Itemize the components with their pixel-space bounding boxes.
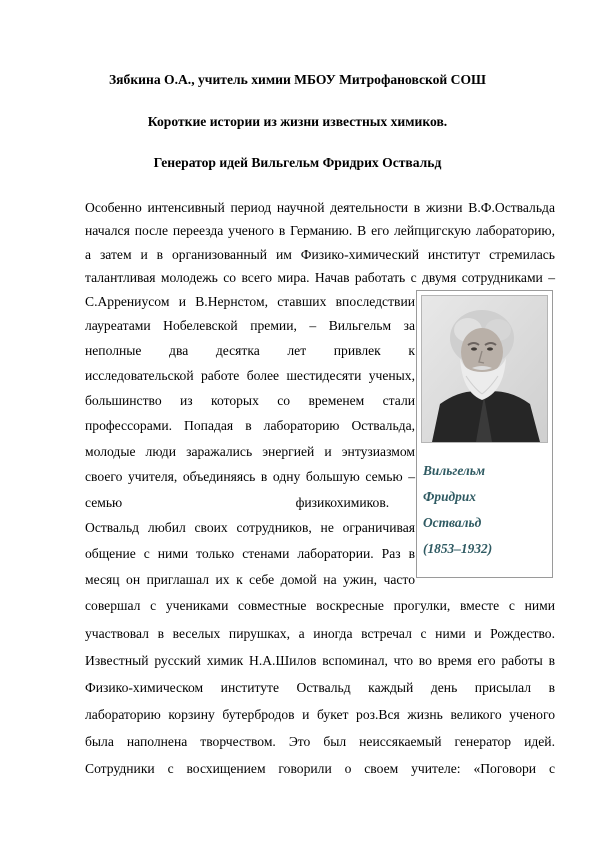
caption-middle-name: Фридрих (423, 489, 477, 504)
wrap-line: Оствальд любил своих сотрудников, не ограничивая (85, 520, 415, 535)
body-line: совершал с учениками совместные воскресные прогулки, вместе с ними (85, 598, 555, 613)
wrap-line: лауреатами Нобелевской премии, – Вильгельм за (85, 318, 415, 333)
wrap-line: большинство из которых со временем стали (85, 393, 415, 408)
wrap-line: месяц он приглашал их к себе домой на ужин, часто (85, 572, 415, 587)
body-line: начался после переезда ученого в Германию. В его лейпцигскую лабораторию, (85, 223, 555, 238)
wrap-line: своего учителя, объединяясь в одну большую семью – (85, 469, 415, 484)
body-line: лабораторию корзину бутербродов и букет роз.Вся жизнь великого ученого (85, 707, 555, 722)
wrap-line: общение с ними только стенами лаборатории. Раз в (85, 546, 415, 561)
portrait-figure (416, 290, 553, 578)
caption-first-name: Вильгельм (423, 463, 486, 478)
wrap-line: семью физикохимиков. (85, 495, 390, 510)
body-line: Известный русский химик Н.А.Шилов вспоминал, что во время его работы в (85, 653, 555, 668)
body-line: Сотрудники с восхищением говорили о своем учителе: «Поговори с (85, 761, 555, 776)
body-line: а затем и в организованный им Физико-химический институт стремилась (85, 247, 555, 262)
wrap-line: неполные два десятка лет привлек к (85, 343, 415, 358)
caption-last-name: Оствальд (423, 515, 482, 530)
wrap-line: молодые люди заражались энергией и энтузиазмом (85, 444, 415, 459)
series-title: Короткие истории из жизни известных химиков. (147, 114, 448, 129)
body-line: Особенно интенсивный период научной деятельности в жизни В.Ф.Оствальда (85, 200, 555, 215)
body-line: Физико-химическом институте Оствальд каждый день присылал в (85, 680, 555, 695)
author-line: Зябкина О.А., учитель химии МБОУ Митрофановской СОШ (109, 72, 486, 87)
portrait-photo (421, 295, 548, 443)
body-line: участвовал в веселых пирушках, а иногда встречал с ними и Рождество. (85, 626, 555, 641)
caption-years: (1853–1932) (423, 541, 493, 556)
body-line: была наполнена творчеством. Это был неиссякаемый генератор идей. (85, 734, 555, 749)
wrap-line: исследовательской работе более шестидесяти ученых, (85, 368, 415, 383)
body-line: талантливая молодежь со всего мира. Начав работать с двумя сотрудниками – (85, 270, 555, 285)
wrap-line: С.Аррениусом и В.Нернстом, ставших впоследствии (85, 294, 415, 309)
wrap-line: профессорами. Попадая в лабораторию Оствальда, (85, 418, 415, 433)
article-title: Генератор идей Вильгельм Фридрих Оствальд (153, 155, 442, 170)
